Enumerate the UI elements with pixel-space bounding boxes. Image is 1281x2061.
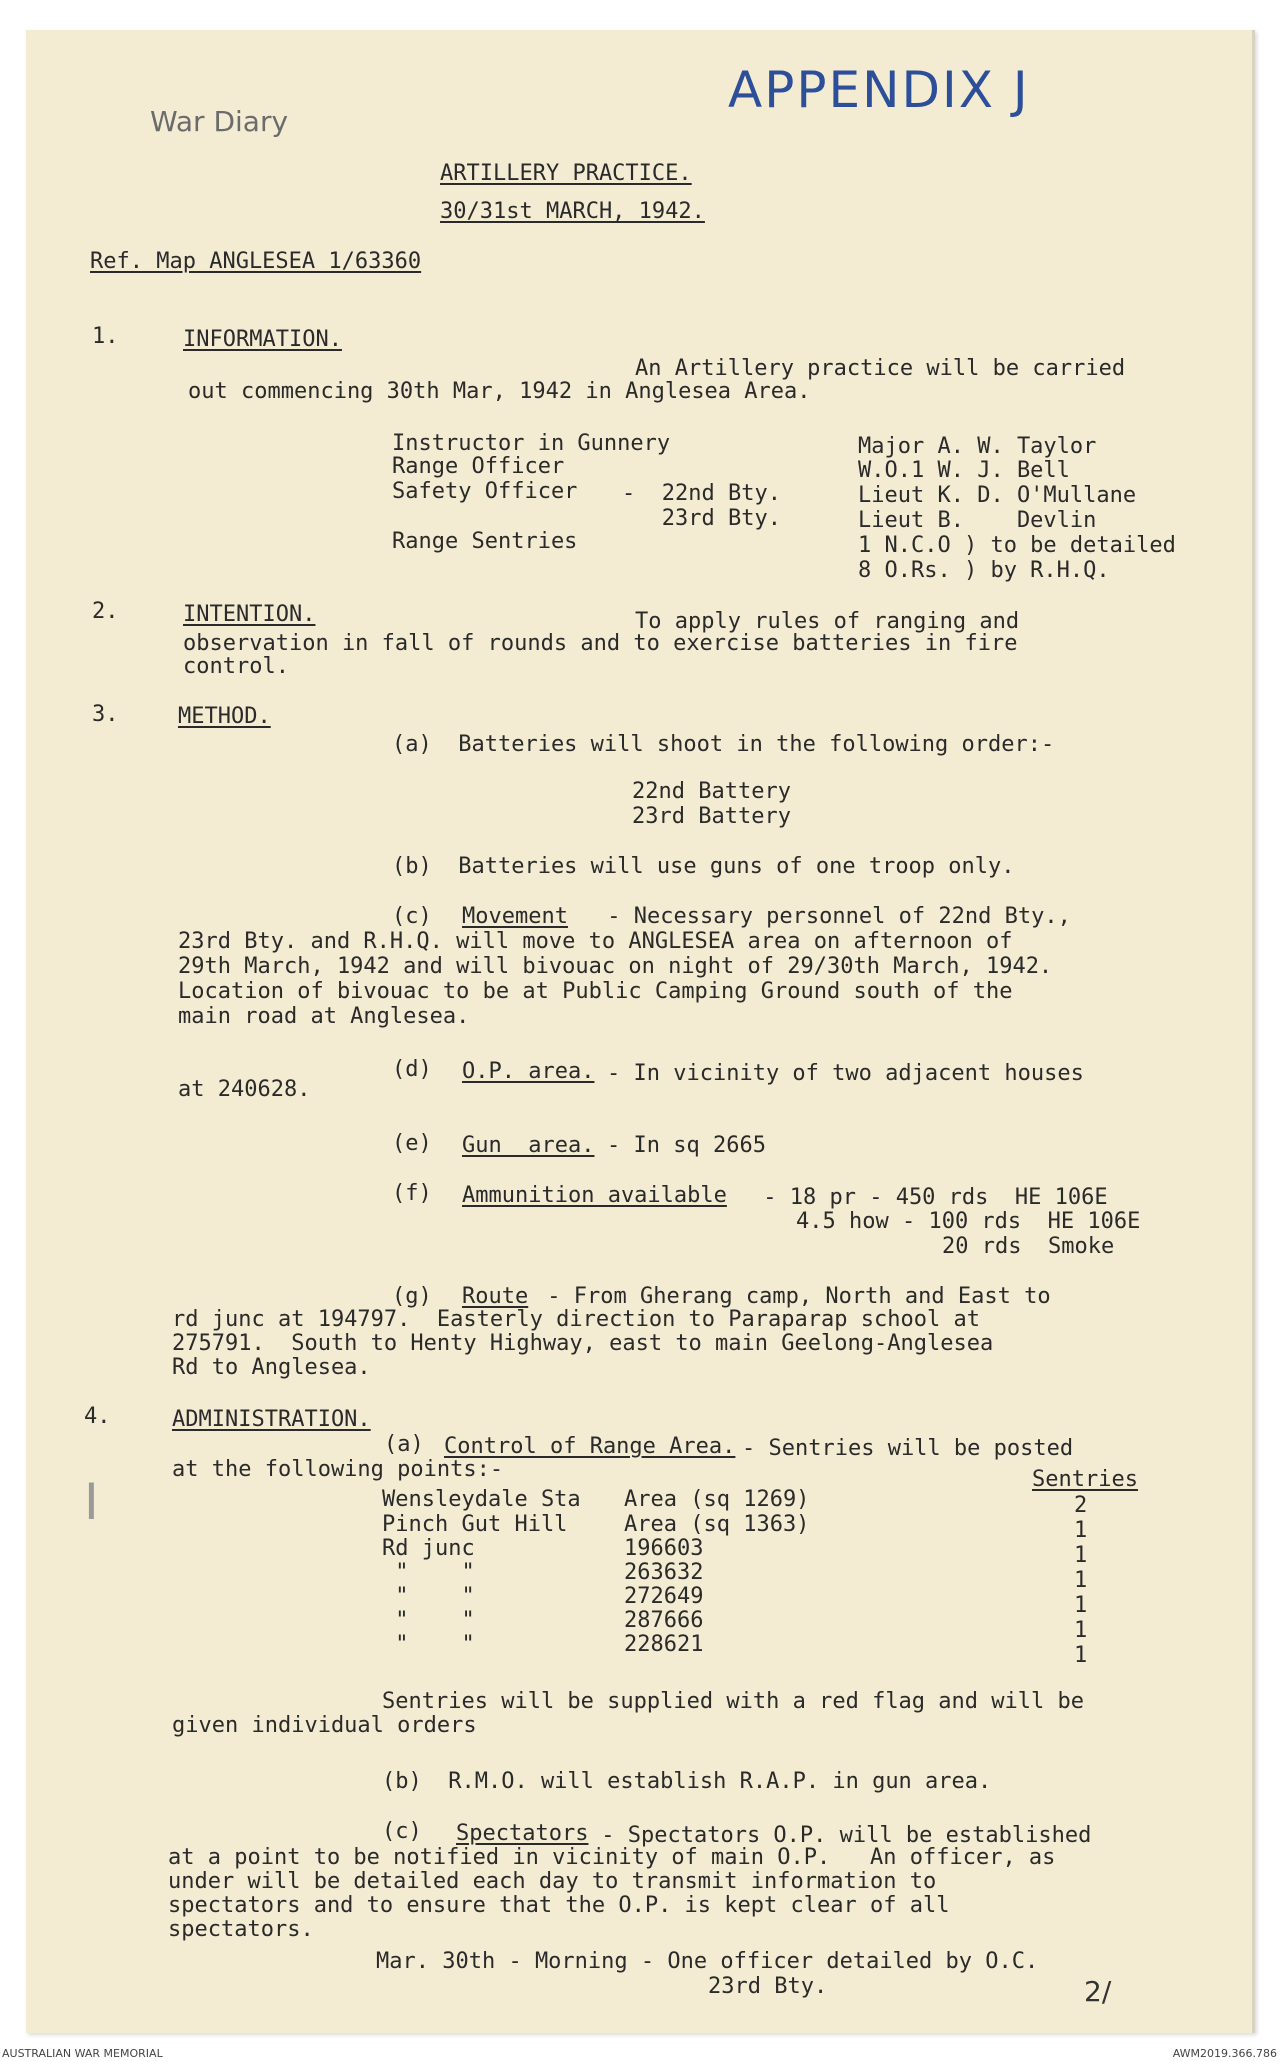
section-number: 2. [92,599,119,624]
text-line: Sentries will be supplied with a red flag and will be [382,1689,1084,1714]
text-line: An Artillery practice will be carried [635,356,1126,381]
subpara-label: (d) [392,1057,432,1082]
role-label: Safety Officer [392,479,578,504]
document-title: ARTILLERY PRACTICE. [440,161,692,186]
sentry-ref: 272649 [624,1584,704,1609]
role-person: Lieut K. D. O'Mullane [858,483,1137,508]
text-line: main road at Anglesea. [178,1004,470,1029]
sentry-count: 1 [1074,1568,1088,1593]
sentry-ref: Area (sq 1269) [624,1487,810,1512]
text-line: - Spectators O.P. will be established [588,1823,1092,1848]
ref-map: Ref. Map ANGLESEA 1/63360 [90,249,422,274]
footer-source: AUSTRALIAN WAR MEMORIAL [2,2047,163,2060]
text-line: at a point to be notified in vicinity of main O.P. An officer, as [168,1845,1056,1870]
subpara-label: (c) [382,1819,422,1844]
text-line: under will be detailed each day to transmit information to [168,1869,937,1894]
text-line: 22nd Battery [632,779,791,804]
margin-mark: I [84,1473,99,1531]
text-line: 23rd Battery [632,804,791,829]
subpara-label: (c) [392,904,432,929]
text-line: - Sentries will be posted [742,1436,1074,1461]
ammo-line: 4.5 how - 100 rds HE 106E [796,1209,1141,1234]
subpara-label: (g) [392,1284,432,1309]
section-heading-administration: ADMINISTRATION. [172,1407,371,1432]
role-label: Instructor in Gunnery [392,431,671,456]
text-line: 23rd Bty. and R.H.Q. will move to ANGLESEA area on afternoon of [178,929,1013,954]
sentries-column-header: Sentries [1032,1467,1138,1492]
text-line: control. [183,654,289,679]
section-number: 3. [92,702,119,727]
text-line: Rd to Anglesea. [172,1355,371,1380]
war-diary-handwriting: War Diary [150,105,289,138]
text-line: spectators and to ensure that the O.P. is kept clear of all [168,1893,950,1918]
text-line: (b) R.M.O. will establish R.A.P. in gun area. [382,1769,992,1794]
subpara-label: (e) [392,1131,432,1156]
subpara-title: O.P. area. [462,1059,595,1084]
text-line: 23rd Bty. [708,1974,828,1999]
text-line: at 240628. [178,1077,311,1102]
subpara-title: Ammunition available [462,1183,727,1208]
subpara-title: Gun area. [462,1133,595,1158]
subpara-title: Spectators [456,1821,589,1846]
role-battery: 23rd Bty. [622,506,781,531]
sentry-count: 2 [1074,1493,1088,1518]
text-line: spectators. [168,1917,314,1942]
text-line: Mar. 30th - Morning - One officer detailed by O.C. [376,1949,1039,1974]
text-line: out commencing 30th Mar, 1942 in Anglesea Area. [188,379,811,404]
appendix-handwriting: APPENDIX J [728,61,1030,119]
footer-id: AWM2019.366.786 [1172,2047,1277,2060]
sentry-count: 1 [1074,1643,1088,1668]
subpara-label: (f) [392,1181,432,1206]
role-person: 1 N.C.O ) to be detailed [858,533,1176,558]
sentry-place: " " [382,1632,475,1657]
sentry-place: Pinch Gut Hill [382,1512,568,1537]
subpara-title: Movement [462,904,568,929]
text-line: 29th March, 1942 and will bivouac on night of 29/30th March, 1942. [178,954,1053,979]
sentry-count: 1 [1074,1543,1088,1568]
sentry-ref: 228621 [624,1632,704,1657]
text-line: - Necessary personnel of 22nd Bty., [594,904,1071,929]
role-label: Range Officer [392,454,565,479]
ammo-line: 20 rds Smoke [942,1234,1115,1259]
page-number: 2/ [1084,1975,1112,2008]
text-line: - From Gherang camp, North and East to [534,1284,1051,1309]
section-number: 1. [92,324,119,349]
sentry-count: 1 [1074,1618,1088,1643]
sentry-ref: 287666 [624,1608,704,1633]
sentry-place: Wensleydale Sta [382,1487,581,1512]
subpara-title: Route [462,1284,529,1309]
text-line: Location of bivouac to be at Public Camping Ground south of the [178,979,1013,1004]
section-number: 4. [84,1404,111,1429]
sentry-ref: 196603 [624,1536,704,1561]
text-line: 275791. South to Henty Highway, east to main Geelong-Anglesea [172,1331,994,1356]
role-person: Lieut B. Devlin [858,508,1097,533]
text-line: - In vicinity of two adjacent houses [607,1061,1084,1086]
text-line: To apply rules of ranging and [635,609,1020,634]
section-heading-method: METHOD. [178,704,271,729]
sentry-count: 1 [1074,1593,1088,1618]
section-heading-information: INFORMATION. [183,327,342,352]
text-line: observation in fall of rounds and to exercise batteries in fire [183,631,1018,656]
ammo-line: - 18 pr - 450 rds HE 106E [750,1185,1108,1210]
role-label: Range Sentries [392,529,578,554]
document-date: 30/31st MARCH, 1942. [440,199,705,224]
sentry-ref: Area (sq 1363) [624,1512,810,1537]
sentry-ref: 263632 [624,1560,704,1585]
role-person: W.O.1 W. J. Bell [858,458,1070,483]
text-line: given individual orders [172,1713,477,1738]
section-heading-intention: INTENTION. [183,602,316,627]
text-line: at the following points:- [172,1457,504,1482]
role-battery: - 22nd Bty. [622,481,781,506]
sentry-place: " " [382,1608,475,1633]
sentry-count: 1 [1074,1518,1088,1543]
sentry-place: " " [382,1584,475,1609]
sentry-place: " " [382,1560,475,1585]
text-line: (b) Batteries will use guns of one troop only. [392,854,1015,879]
sentry-place: Rd junc [382,1536,475,1561]
text-line: - In sq 2665 [607,1133,766,1158]
text-line: (a) Batteries will shoot in the following order:- [392,732,1055,757]
role-person: Major A. W. Taylor [858,434,1097,459]
role-person: 8 O.Rs. ) by R.H.Q. [858,558,1110,583]
subpara-title: Control of Range Area. [444,1434,736,1459]
subpara-label: (a) [384,1432,424,1457]
text-line: rd junc at 194797. Easterly direction to Paraparap school at [172,1307,980,1332]
